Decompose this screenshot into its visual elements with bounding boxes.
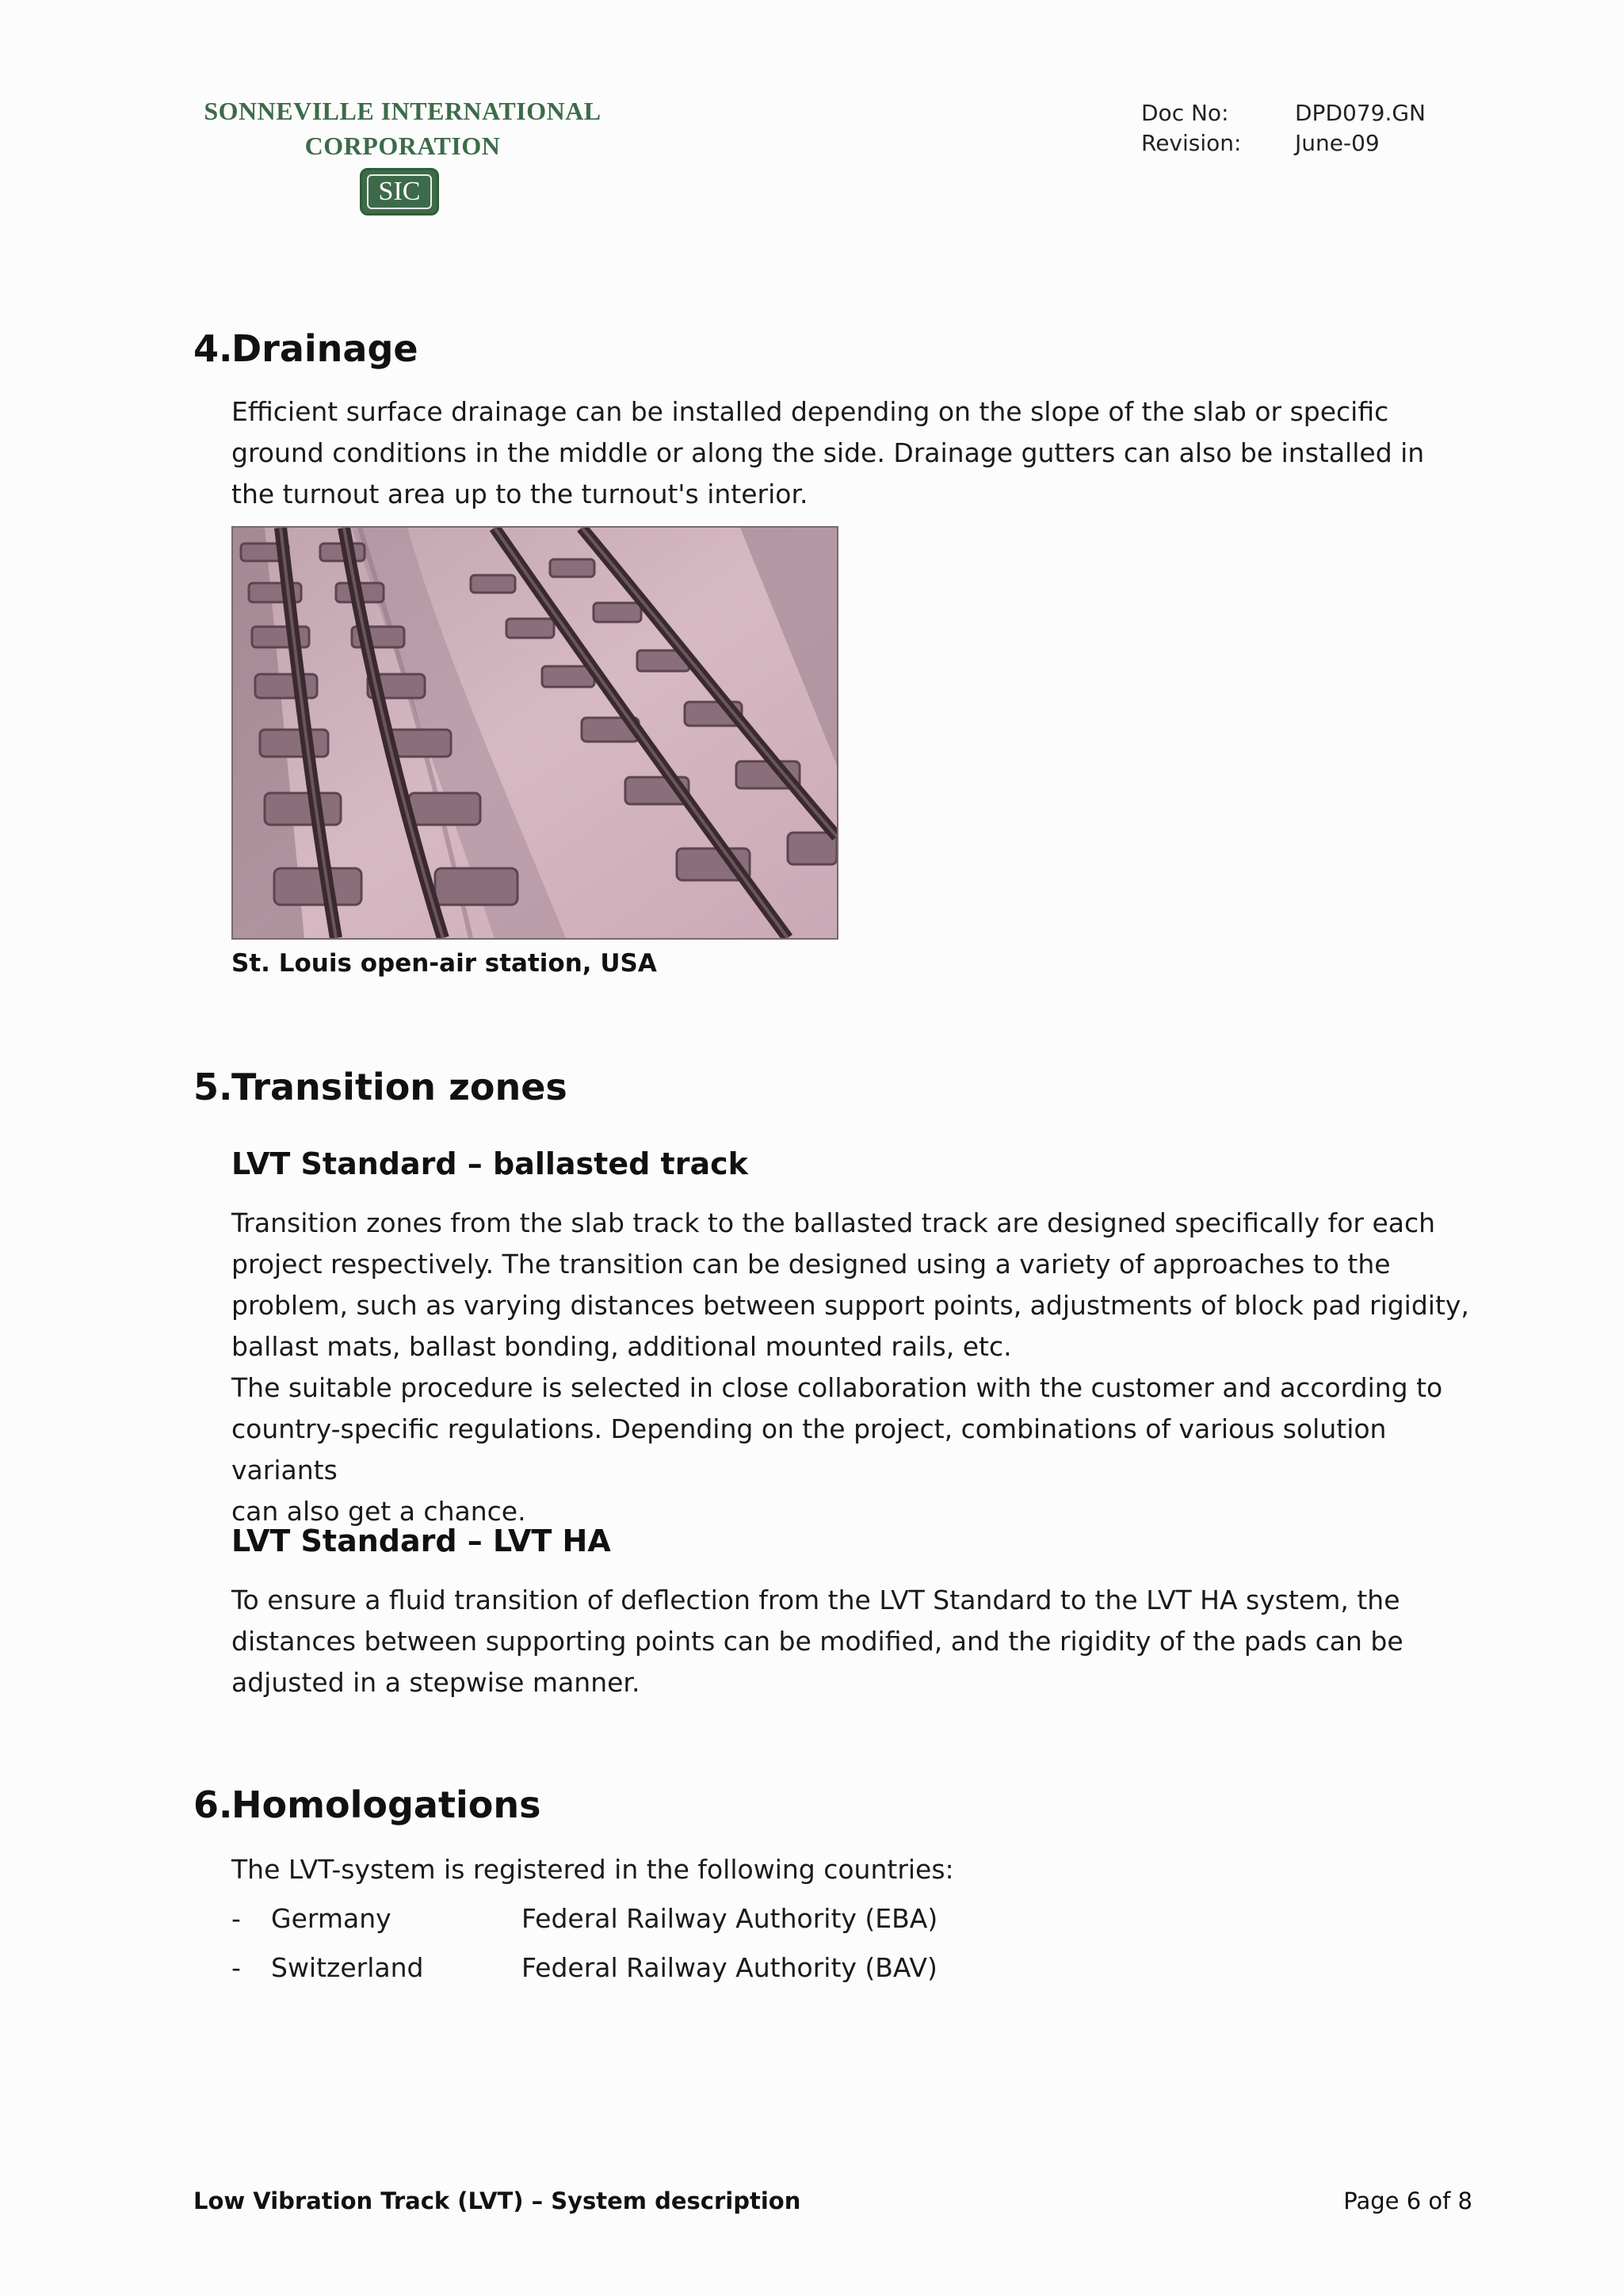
ballasted-line: project respectively. The transition can be designed using a variety of approaches to the: [231, 1249, 1391, 1280]
company-name: [193, 93, 612, 163]
ballasted-paragraph: [231, 1203, 1499, 1532]
lvt-ha-line: distances between supporting points can be modified, and the rigidity of the pads can be: [231, 1626, 1403, 1657]
ballasted-line: problem, such as varying distances between support points, adjustments of block pad rigidity,: [231, 1290, 1469, 1321]
ballasted-line: ballast mats, ballast bonding, additional mounted rails, etc.: [231, 1331, 1012, 1362]
drainage-line: ground conditions in the middle or along the side. Drainage gutters can also be installed in: [231, 437, 1425, 468]
drainage-line: Efficient surface drainage can be installed depending on the slope of the slab or specific: [231, 396, 1389, 427]
drainage-line: the turnout area up to the turnout's interior.: [231, 479, 808, 509]
subsection-ballasted-title: LVT Standard – ballasted track: [231, 1146, 748, 1181]
page-number: Page 6 of 8: [1343, 2187, 1472, 2214]
company-logo: [360, 168, 439, 215]
ballasted-line: can also get a chance.: [231, 1496, 526, 1527]
homologation-authority: Federal Railway Authority (EBA): [521, 1903, 938, 1934]
section-5-number: 5.: [193, 1066, 233, 1108]
ballasted-line: The suitable procedure is selected in close collaboration with the customer and according to: [231, 1372, 1443, 1403]
lvt-ha-line: To ensure a fluid transition of deflection from the LVT Standard to the LVT HA system, the: [231, 1585, 1400, 1615]
homologation-dash: -: [231, 1903, 241, 1934]
subsection-lvt-ha-title: LVT Standard – LVT HA: [231, 1524, 611, 1558]
homologations-intro: The LVT-system is registered in the following countries:: [231, 1854, 954, 1885]
ballasted-line: Transition zones from the slab track to the ballasted track are designed specifically for each: [231, 1207, 1436, 1238]
doc-no-label: Doc No:: [1141, 100, 1229, 126]
homologation-authority: Federal Railway Authority (BAV): [521, 1952, 938, 1983]
logo-text: SIC: [367, 174, 432, 209]
doc-no-value: DPD079.GN: [1295, 100, 1426, 126]
section-6-number: 6.: [193, 1783, 233, 1826]
company-name-line1: SONNEVILLE INTERNATIONAL: [204, 97, 601, 125]
homologation-country: Germany: [271, 1903, 391, 1934]
drainage-paragraph: [231, 391, 1499, 515]
ballasted-line: country-specific regulations. Depending on the project, combinations of various solution variants: [231, 1413, 1387, 1486]
track-photo-image: [233, 528, 837, 938]
photo-caption: St. Louis open-air station, USA: [231, 949, 657, 978]
revision-label: Revision:: [1141, 130, 1242, 156]
section-4-number: 4.: [193, 327, 233, 370]
homologation-country: Switzerland: [271, 1952, 424, 1983]
lvt-ha-line: adjusted in a stepwise manner.: [231, 1667, 640, 1698]
lvt-ha-paragraph: [231, 1580, 1499, 1703]
track-photo: [231, 526, 838, 940]
revision-value: June-09: [1295, 130, 1380, 156]
section-4-title: Drainage: [231, 327, 418, 370]
section-5-title: Transition zones: [231, 1066, 567, 1108]
footer-title: Low Vibration Track (LVT) – System description: [193, 2187, 801, 2214]
section-6-title: Homologations: [231, 1783, 541, 1826]
company-name-line2: CORPORATION: [304, 132, 501, 160]
homologation-dash: -: [231, 1952, 241, 1983]
